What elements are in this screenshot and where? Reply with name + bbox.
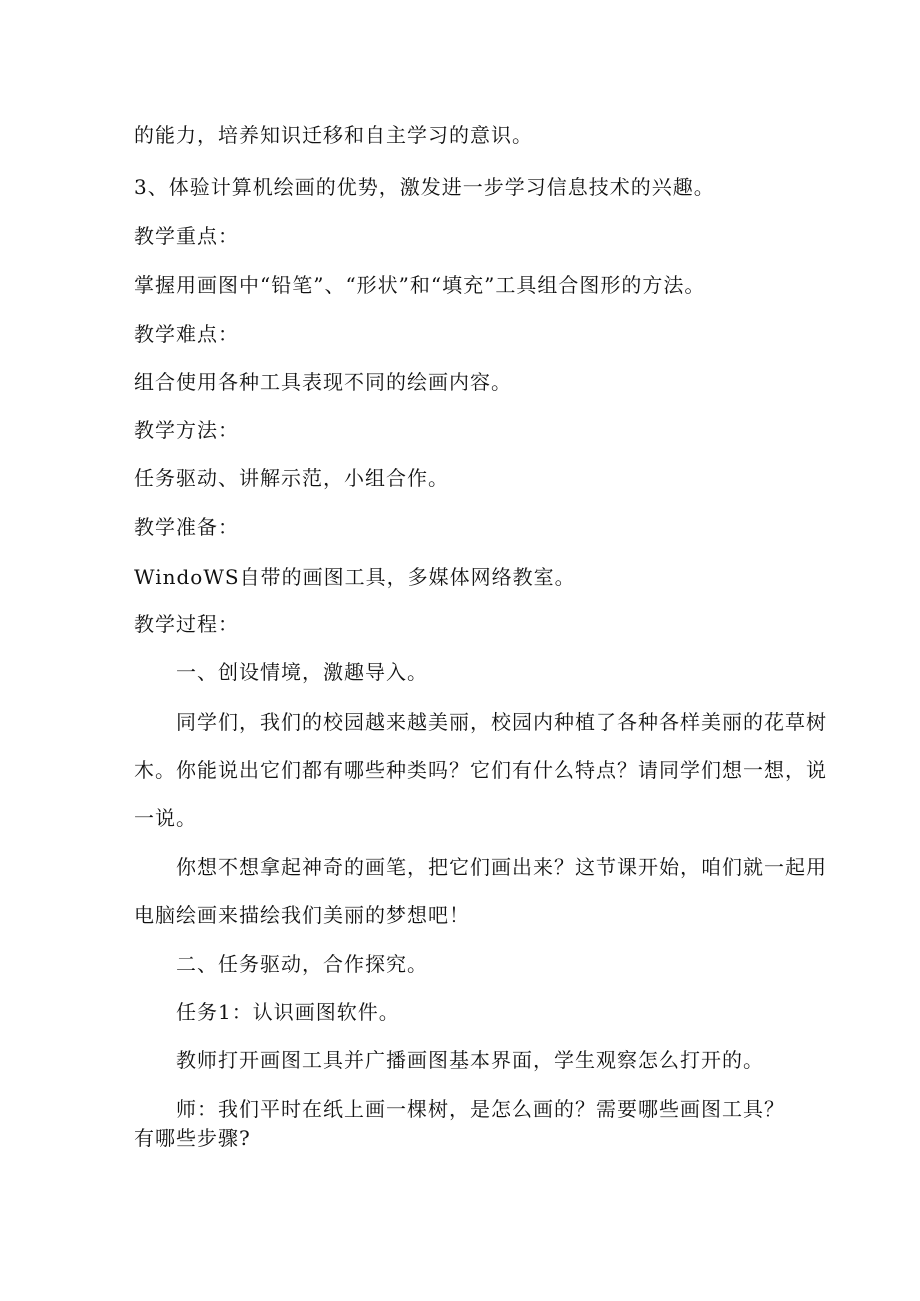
text-line: 木。你能说出它们都有哪些种类吗？它们有什么特点？请同学们想一想，说	[134, 758, 827, 782]
text-line: 一说。	[134, 806, 197, 830]
text-line: 有哪些步骤?	[134, 1126, 251, 1150]
subsection-heading: 一、创设情境，激趣导入。	[176, 660, 428, 684]
text-line: 你想不想拿起神奇的画笔，把它们画出来？这节课开始，咱们就一起用	[176, 855, 827, 879]
subsection-heading: 二、任务驱动，合作探究。	[176, 952, 428, 976]
text-line: 电脑绘画来描绘我们美丽的梦想吧！	[134, 903, 470, 927]
section-heading: 教学方法：	[134, 418, 239, 442]
text-line: 任务驱动、讲解示范，小组合作。	[134, 466, 449, 490]
text-line: 的能力，培养知识迁移和自主学习的意识。	[134, 123, 533, 147]
text-line: 3、体验计算机绘画的优势，激发进一步学习信息技术的兴趣。	[134, 175, 715, 199]
text-line: 掌握用画图中“铅笔”、“形状”和“填充”工具组合图形的方法。	[134, 273, 706, 297]
text-line: 教师打开画图工具并广播画图基本界面，学生观察怎么打开的。	[176, 1048, 764, 1072]
task-heading: 任务1：认识画图软件。	[176, 1000, 400, 1024]
section-heading: 教学准备：	[134, 515, 239, 539]
text-line: WindoWS自带的画图工具，多媒体网络教室。	[134, 565, 576, 589]
text-line: 师：我们平时在纸上画一棵树，是怎么画的？需要哪些画图工具？	[176, 1097, 785, 1121]
section-heading: 教学难点：	[134, 322, 239, 346]
text-line: 组合使用各种工具表现不同的绘画内容。	[134, 370, 512, 394]
text-line: 同学们，我们的校园越来越美丽，校园内种植了各种各样美丽的花草树	[176, 710, 827, 734]
section-heading: 教学过程：	[134, 612, 239, 636]
section-heading: 教学重点：	[134, 224, 239, 248]
